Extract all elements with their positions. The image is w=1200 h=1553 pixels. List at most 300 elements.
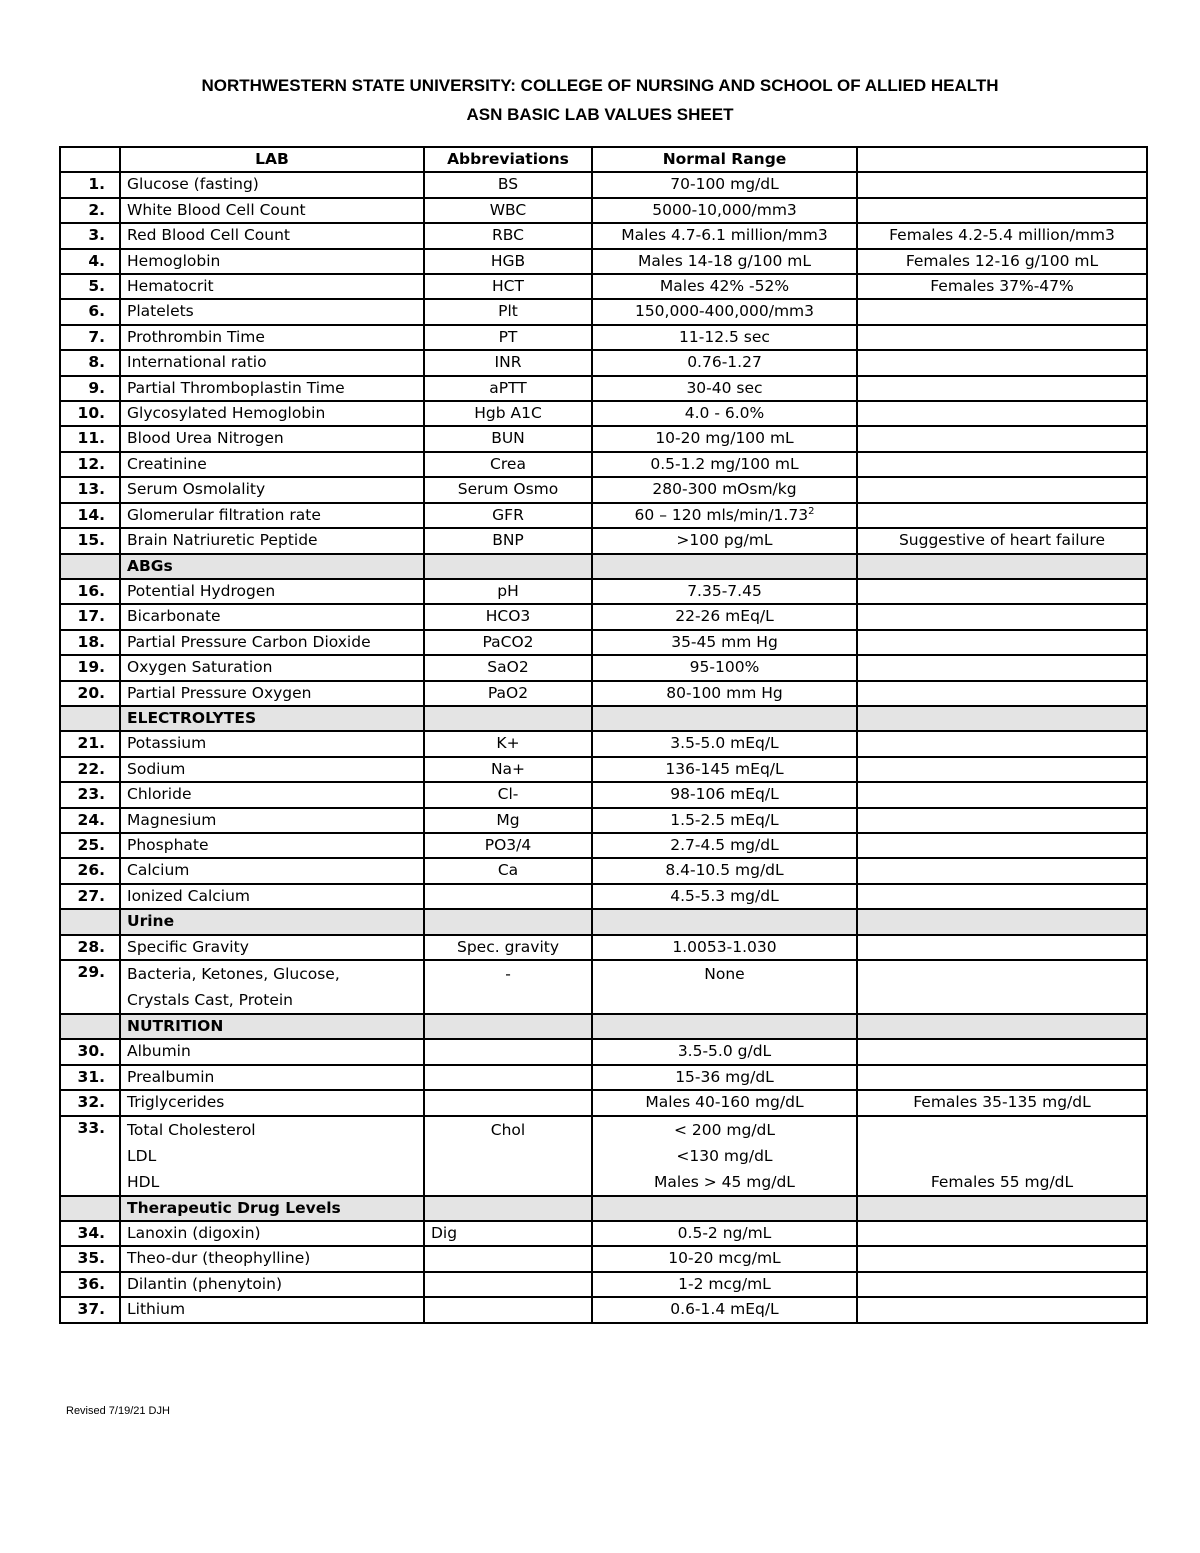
row-number: 26. <box>60 858 120 883</box>
table-row <box>60 731 1147 756</box>
row-extra-note <box>857 426 1147 451</box>
row-lab-name: Albumin <box>120 1039 424 1064</box>
row-normal-range <box>592 604 857 629</box>
table-row <box>60 452 1147 477</box>
row-lab-name: Creatinine <box>120 452 424 477</box>
range-text: 0.6-1.4 mEq/L <box>670 1300 779 1319</box>
row-number: 28. <box>60 935 120 960</box>
row-extra-note <box>857 299 1147 324</box>
row-normal-range <box>592 1221 857 1246</box>
row-extra-note <box>857 350 1147 375</box>
row-extra-note <box>857 198 1147 223</box>
row-extra-note <box>857 757 1147 782</box>
row-normal-range <box>592 325 857 350</box>
row-number: 9. <box>60 376 120 401</box>
row-lab-name: Sodium <box>120 757 424 782</box>
row-abbreviation: PO3/4 <box>424 833 592 858</box>
row-number: 15. <box>60 528 120 553</box>
row-abbreviation: Mg <box>424 808 592 833</box>
row-number: 6. <box>60 299 120 324</box>
row-normal-range <box>592 503 857 528</box>
range-text: 80-100 mm Hg <box>666 683 783 702</box>
table-row <box>60 198 1147 223</box>
row-number: 29. <box>60 960 120 1014</box>
row-number: 5. <box>60 274 120 299</box>
row-lab-name: Lanoxin (digoxin) <box>120 1221 424 1246</box>
row-abbreviation <box>424 1065 592 1090</box>
table-row <box>60 579 1147 604</box>
revision-note: Revised 7/19/21 DJH <box>66 1405 170 1417</box>
row-normal-range <box>592 376 857 401</box>
row-lab-name: Phosphate <box>120 833 424 858</box>
row-abbreviation: Ca <box>424 858 592 883</box>
row-number: 2. <box>60 198 120 223</box>
row-normal-range <box>592 172 857 197</box>
row-extra-line <box>864 1143 1140 1169</box>
row-normal-range <box>592 579 857 604</box>
table-row <box>60 172 1147 197</box>
row-range-line: <130 mg/dL <box>676 1146 773 1165</box>
row-extra-note <box>857 782 1147 807</box>
range-text: 8.4-10.5 mg/dL <box>665 861 784 880</box>
row-lab-name: Triglycerides <box>120 1090 424 1115</box>
section-num-cell <box>60 1014 120 1039</box>
row-abbr-line: - <box>505 965 511 983</box>
row-extra-note <box>857 1272 1147 1297</box>
section-empty-cell <box>592 909 857 934</box>
table-row <box>60 808 1147 833</box>
row-extra-note <box>857 935 1147 960</box>
row-lab-name: White Blood Cell Count <box>120 198 424 223</box>
row-lab-line: Crystals Cast, Protein <box>127 991 293 1009</box>
row-lab-name: Partial Thromboplastin Time <box>120 376 424 401</box>
range-text: 3.5-5.0 g/dL <box>677 1042 772 1061</box>
range-text: 0.5-2 ng/mL <box>677 1224 772 1243</box>
row-lab-name: Calcium <box>120 858 424 883</box>
row-normal-range <box>592 198 857 223</box>
row-extra-note <box>857 630 1147 655</box>
row-normal-range <box>592 274 857 299</box>
row-extra-line <box>864 987 1140 1013</box>
row-abbreviation: HGB <box>424 249 592 274</box>
range-text: 0.5-1.2 mg/100 mL <box>650 454 799 473</box>
row-abbreviation: Plt <box>424 299 592 324</box>
row-normal-range <box>592 808 857 833</box>
row-lab-name: Theo-dur (theophylline) <box>120 1246 424 1271</box>
row-normal-range <box>592 731 857 756</box>
row-number: 35. <box>60 1246 120 1271</box>
row-abbreviation: Cl- <box>424 782 592 807</box>
table-row <box>60 325 1147 350</box>
row-range-line: Males > 45 mg/dL <box>654 1172 795 1191</box>
table-row <box>60 299 1147 324</box>
row-abbreviation <box>424 1272 592 1297</box>
row-abbreviation: Dig <box>424 1221 592 1246</box>
section-num-cell <box>60 909 120 934</box>
table-row <box>60 249 1147 274</box>
section-empty-cell <box>857 909 1147 934</box>
row-number: 18. <box>60 630 120 655</box>
row-number: 32. <box>60 1090 120 1115</box>
row-abbreviation: INR <box>424 350 592 375</box>
row-normal-range <box>592 350 857 375</box>
row-lab-cell <box>120 960 424 1014</box>
row-lab-name: Blood Urea Nitrogen <box>120 426 424 451</box>
table-row <box>60 935 1147 960</box>
range-text: 22-26 mEq/L <box>675 607 774 626</box>
row-abbreviation: PaCO2 <box>424 630 592 655</box>
row-lab-name: Partial Pressure Oxygen <box>120 681 424 706</box>
range-text: 95-100% <box>689 658 760 677</box>
range-superscript: 2 <box>808 505 815 517</box>
row-lab-line: LDL <box>127 1146 157 1165</box>
row-abbreviation: Hgb A1C <box>424 401 592 426</box>
row-lab-name: Magnesium <box>120 808 424 833</box>
table-row <box>60 1065 1147 1090</box>
table-row <box>60 681 1147 706</box>
row-number: 21. <box>60 731 120 756</box>
range-text: 1.0053-1.030 <box>672 937 777 956</box>
row-normal-range <box>592 401 857 426</box>
row-lab-name: Potassium <box>120 731 424 756</box>
row-normal-range <box>592 1246 857 1271</box>
row-lab-line: HDL <box>127 1172 160 1191</box>
table-row <box>60 1297 1147 1322</box>
row-extra-line: Females 55 mg/dL <box>930 1172 1074 1191</box>
section-empty-cell <box>592 1014 857 1039</box>
row-abbreviation: PT <box>424 325 592 350</box>
row-number: 24. <box>60 808 120 833</box>
range-text: 98-106 mEq/L <box>670 785 779 804</box>
table-row <box>60 604 1147 629</box>
row-lab-cell <box>120 1116 424 1196</box>
row-extra-cell <box>857 1116 1147 1196</box>
row-lab-name: Glomerular filtration rate <box>120 503 424 528</box>
row-range-cell <box>592 960 857 1014</box>
row-number: 7. <box>60 325 120 350</box>
row-lab-name: Prealbumin <box>120 1065 424 1090</box>
row-abbreviation: RBC <box>424 223 592 248</box>
row-extra-note <box>857 325 1147 350</box>
row-abbreviation: aPTT <box>424 376 592 401</box>
header-extra <box>857 147 1147 172</box>
row-normal-range <box>592 935 857 960</box>
row-number: 23. <box>60 782 120 807</box>
table-row <box>60 782 1147 807</box>
header-abbreviations: Abbreviations <box>424 147 592 172</box>
section-empty-cell <box>592 1196 857 1221</box>
row-lab-name: Platelets <box>120 299 424 324</box>
range-text: 5000-10,000/mm3 <box>652 200 797 219</box>
table-row <box>60 833 1147 858</box>
table-row <box>60 1272 1147 1297</box>
header-num <box>60 147 120 172</box>
row-number: 31. <box>60 1065 120 1090</box>
section-header-row <box>60 554 1147 579</box>
row-extra-note <box>857 401 1147 426</box>
row-lab-name: Ionized Calcium <box>120 884 424 909</box>
section-empty-cell <box>424 909 592 934</box>
range-text: 4.5-5.3 mg/dL <box>670 886 779 905</box>
row-normal-range <box>592 1065 857 1090</box>
row-normal-range <box>592 630 857 655</box>
table-row <box>60 274 1147 299</box>
row-abbr-line <box>431 1169 585 1195</box>
table-row <box>60 426 1147 451</box>
header-lab: LAB <box>120 147 424 172</box>
row-lab-name: Lithium <box>120 1297 424 1322</box>
row-lab-name: Serum Osmolality <box>120 477 424 502</box>
table-row <box>60 1221 1147 1246</box>
row-abbr-line: Chol <box>490 1120 526 1139</box>
row-lab-name: Specific Gravity <box>120 935 424 960</box>
row-lab-name: Chloride <box>120 782 424 807</box>
row-normal-range <box>592 223 857 248</box>
row-number: 19. <box>60 655 120 680</box>
row-normal-range <box>592 249 857 274</box>
row-extra-note <box>857 604 1147 629</box>
row-extra-note <box>857 1039 1147 1064</box>
range-text: 35-45 mm Hg <box>671 632 778 651</box>
section-header-row <box>60 1196 1147 1221</box>
range-text: Males 4.7-6.1 million/mm3 <box>621 226 828 245</box>
section-title: Therapeutic Drug Levels <box>120 1196 424 1221</box>
row-lab-name: Brain Natriuretic Peptide <box>120 528 424 553</box>
row-extra-note <box>857 808 1147 833</box>
row-normal-range <box>592 299 857 324</box>
section-empty-cell <box>592 554 857 579</box>
row-lab-line: Total Cholesterol <box>127 1120 256 1139</box>
range-text: 70-100 mg/dL <box>670 175 779 194</box>
section-empty-cell <box>857 1014 1147 1039</box>
row-abbr-line <box>431 987 585 1013</box>
range-text: Males 40-160 mg/dL <box>645 1093 804 1112</box>
row-abbreviation: HCT <box>424 274 592 299</box>
range-text: 10-20 mcg/mL <box>668 1249 781 1268</box>
row-lab-name: Potential Hydrogen <box>120 579 424 604</box>
row-lab-name: Bicarbonate <box>120 604 424 629</box>
range-text: >100 pg/mL <box>676 531 773 550</box>
range-text: 10-20 mg/100 mL <box>655 429 794 448</box>
row-abbr-cell <box>424 1116 592 1196</box>
row-abbreviation: SaO2 <box>424 655 592 680</box>
table-row <box>60 376 1147 401</box>
table-row <box>60 401 1147 426</box>
row-normal-range <box>592 1039 857 1064</box>
row-normal-range <box>592 1090 857 1115</box>
table-row <box>60 960 1147 1014</box>
table-row <box>60 223 1147 248</box>
section-header-row <box>60 1014 1147 1039</box>
row-normal-range <box>592 858 857 883</box>
row-lab-line: Bacteria, Ketones, Glucose, <box>127 965 340 983</box>
row-number: 11. <box>60 426 120 451</box>
table-row <box>60 1246 1147 1271</box>
row-extra-note: Suggestive of heart failure <box>857 528 1147 553</box>
row-abbreviation: BUN <box>424 426 592 451</box>
section-header-row <box>60 909 1147 934</box>
range-text: 0.76-1.27 <box>687 353 762 372</box>
row-extra-note <box>857 452 1147 477</box>
row-abbreviation: WBC <box>424 198 592 223</box>
row-abbreviation: Serum Osmo <box>424 477 592 502</box>
table-row <box>60 858 1147 883</box>
row-number: 22. <box>60 757 120 782</box>
header-normal-range: Normal Range <box>592 147 857 172</box>
row-number: 33. <box>60 1116 120 1196</box>
row-abbreviation <box>424 1246 592 1271</box>
row-abbreviation: PaO2 <box>424 681 592 706</box>
range-text: 15-36 mg/dL <box>675 1067 774 1086</box>
range-text: 150,000-400,000/mm3 <box>634 302 815 321</box>
row-number: 34. <box>60 1221 120 1246</box>
row-abbreviation: K+ <box>424 731 592 756</box>
row-extra-note <box>857 172 1147 197</box>
section-num-cell <box>60 554 120 579</box>
row-normal-range <box>592 1272 857 1297</box>
range-text: 60 – 120 mls/min/1.73 <box>634 505 809 524</box>
table-row <box>60 1039 1147 1064</box>
row-number: 37. <box>60 1297 120 1322</box>
row-abbreviation: BNP <box>424 528 592 553</box>
row-extra-note <box>857 858 1147 883</box>
section-header-row <box>60 706 1147 731</box>
section-title: Urine <box>120 909 424 934</box>
row-extra-note <box>857 376 1147 401</box>
row-normal-range <box>592 884 857 909</box>
row-normal-range <box>592 833 857 858</box>
section-title: NUTRITION <box>120 1014 424 1039</box>
row-number: 16. <box>60 579 120 604</box>
section-empty-cell <box>857 554 1147 579</box>
range-text: 1.5-2.5 mEq/L <box>670 810 779 829</box>
row-extra-note: Females 37%-47% <box>857 274 1147 299</box>
range-text: 1-2 mcg/mL <box>678 1274 771 1293</box>
row-abbreviation: Na+ <box>424 757 592 782</box>
row-lab-name: Dilantin (phenytoin) <box>120 1272 424 1297</box>
row-abbreviation: BS <box>424 172 592 197</box>
row-number: 30. <box>60 1039 120 1064</box>
table-header-row <box>60 147 1147 172</box>
row-extra-note <box>857 1297 1147 1322</box>
row-normal-range <box>592 782 857 807</box>
row-normal-range <box>592 1297 857 1322</box>
section-empty-cell <box>424 706 592 731</box>
row-extra-note <box>857 503 1147 528</box>
range-text: 280-300 mOsm/kg <box>652 480 797 499</box>
section-empty-cell <box>424 554 592 579</box>
row-number: 27. <box>60 884 120 909</box>
row-extra-note <box>857 477 1147 502</box>
row-abbreviation: Crea <box>424 452 592 477</box>
row-lab-name: Prothrombin Time <box>120 325 424 350</box>
row-lab-name: Oxygen Saturation <box>120 655 424 680</box>
row-abbreviation: GFR <box>424 503 592 528</box>
row-number: 1. <box>60 172 120 197</box>
section-empty-cell <box>424 1014 592 1039</box>
row-number: 8. <box>60 350 120 375</box>
document-title: NORTHWESTERN STATE UNIVERSITY: COLLEGE OF NURSING AND SCHOOL OF ALLIED HEALTH <box>201 76 999 95</box>
row-number: 20. <box>60 681 120 706</box>
row-abbreviation <box>424 1090 592 1115</box>
table-row <box>60 350 1147 375</box>
row-extra-cell <box>857 960 1147 1014</box>
section-title: ELECTROLYTES <box>120 706 424 731</box>
range-text: Males 42% -52% <box>659 277 790 296</box>
row-extra-line <box>864 961 1140 987</box>
row-extra-note: Females 12-16 g/100 mL <box>857 249 1147 274</box>
table-row <box>60 503 1147 528</box>
section-empty-cell <box>857 706 1147 731</box>
row-lab-name: Glycosylated Hemoglobin <box>120 401 424 426</box>
row-range-line <box>599 987 850 1013</box>
row-abbreviation: HCO3 <box>424 604 592 629</box>
row-extra-note <box>857 884 1147 909</box>
row-normal-range <box>592 426 857 451</box>
row-number: 17. <box>60 604 120 629</box>
row-abbreviation <box>424 884 592 909</box>
row-lab-name: Glucose (fasting) <box>120 172 424 197</box>
section-num-cell <box>60 706 120 731</box>
table-row <box>60 630 1147 655</box>
table-row <box>60 1116 1147 1196</box>
row-number: 3. <box>60 223 120 248</box>
row-extra-note <box>857 1221 1147 1246</box>
row-abbreviation <box>424 1039 592 1064</box>
row-range-cell <box>592 1116 857 1196</box>
row-extra-note <box>857 833 1147 858</box>
range-text: 2.7-4.5 mg/dL <box>670 835 779 854</box>
row-normal-range <box>592 655 857 680</box>
lab-values-table <box>59 146 1148 1324</box>
range-text: 11-12.5 sec <box>679 327 770 346</box>
row-lab-name: Partial Pressure Carbon Dioxide <box>120 630 424 655</box>
row-lab-name: Hematocrit <box>120 274 424 299</box>
row-extra-note <box>857 681 1147 706</box>
row-extra-note <box>857 731 1147 756</box>
section-num-cell <box>60 1196 120 1221</box>
row-abbreviation: Spec. gravity <box>424 935 592 960</box>
table-row <box>60 1090 1147 1115</box>
row-extra-note <box>857 1065 1147 1090</box>
row-number: 12. <box>60 452 120 477</box>
row-number: 10. <box>60 401 120 426</box>
range-text: 30-40 sec <box>686 378 763 397</box>
range-text: 3.5-5.0 mEq/L <box>670 734 779 753</box>
section-title: ABGs <box>120 554 424 579</box>
row-extra-note: Females 35-135 mg/dL <box>857 1090 1147 1115</box>
table-row <box>60 655 1147 680</box>
row-normal-range <box>592 477 857 502</box>
row-range-line: < 200 mg/dL <box>673 1120 776 1139</box>
row-number: 36. <box>60 1272 120 1297</box>
table-row <box>60 528 1147 553</box>
row-number: 25. <box>60 833 120 858</box>
row-abbreviation <box>424 1297 592 1322</box>
row-normal-range <box>592 757 857 782</box>
row-lab-name: International ratio <box>120 350 424 375</box>
range-text: Males 14-18 g/100 mL <box>638 251 811 270</box>
row-lab-name: Red Blood Cell Count <box>120 223 424 248</box>
row-extra-note <box>857 579 1147 604</box>
range-text: 7.35-7.45 <box>687 581 762 600</box>
table-row <box>60 757 1147 782</box>
row-extra-note <box>857 655 1147 680</box>
row-extra-note <box>857 1246 1147 1271</box>
row-abbreviation: pH <box>424 579 592 604</box>
row-number: 14. <box>60 503 120 528</box>
section-empty-cell <box>857 1196 1147 1221</box>
